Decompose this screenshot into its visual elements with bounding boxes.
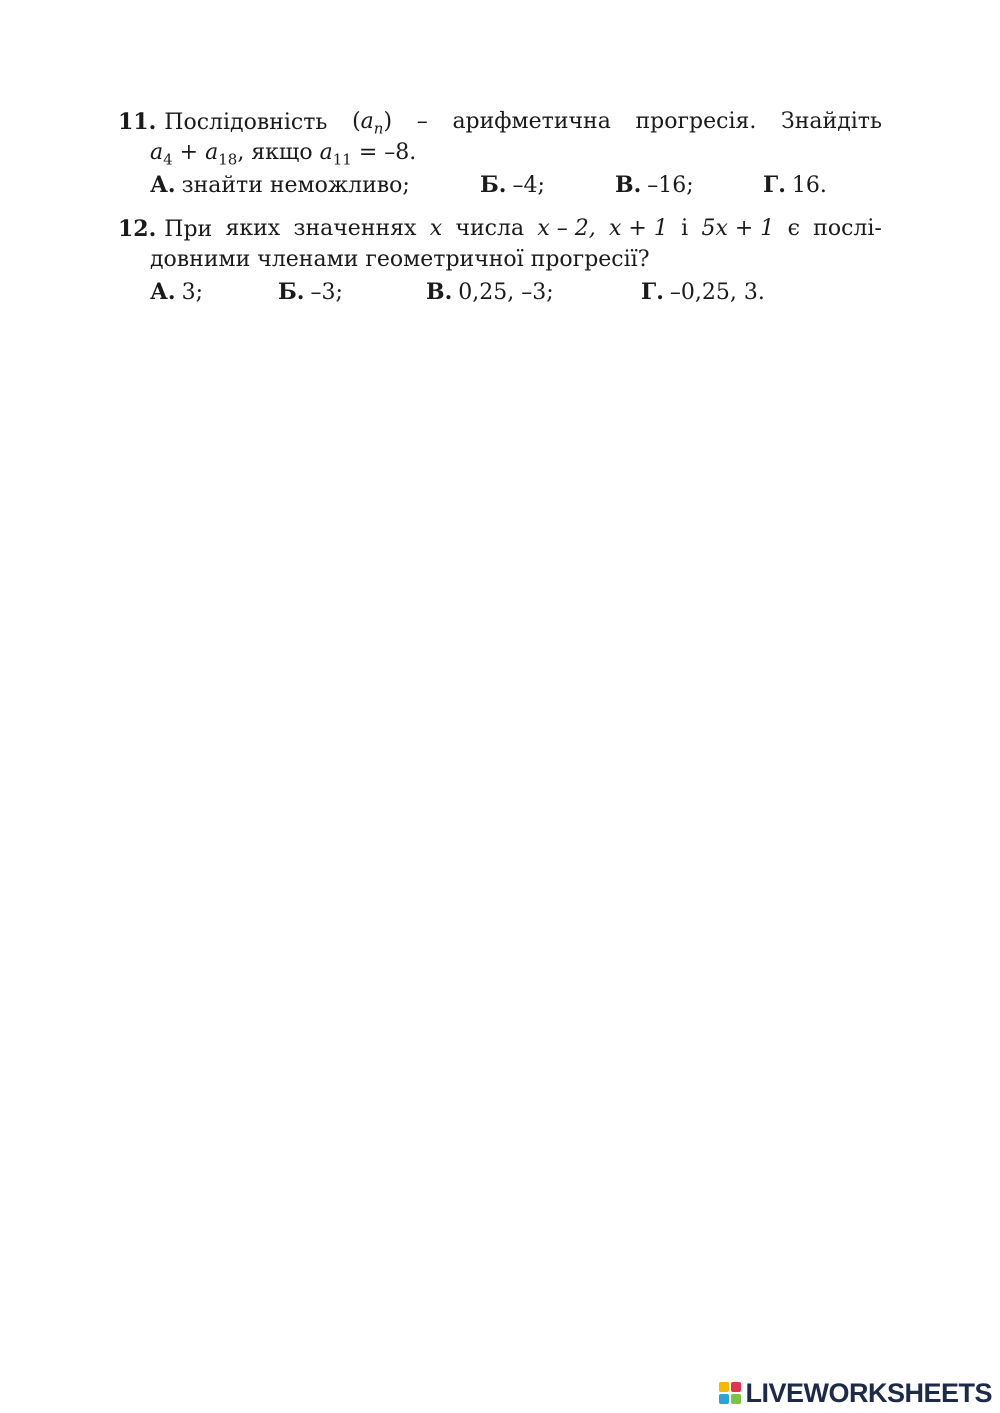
option-letter: А.	[150, 279, 176, 305]
math-var: a	[205, 140, 219, 165]
liveworksheets-logo-icon	[719, 1382, 741, 1404]
option-a	[150, 170, 480, 201]
word: При	[164, 217, 213, 242]
question-11-options	[118, 170, 882, 201]
option-letter: В.	[426, 279, 453, 305]
logo-square	[719, 1382, 729, 1392]
math-sub: 18	[218, 150, 238, 169]
word: є	[787, 216, 800, 241]
option-letter: Г.	[763, 172, 786, 198]
word: арифметична	[452, 109, 611, 134]
question-11	[118, 107, 882, 201]
option-text: –3;	[310, 280, 343, 305]
option-text: –4;	[512, 173, 545, 198]
option-d	[641, 277, 765, 308]
liveworksheets-brand[interactable]	[719, 1379, 992, 1407]
logo-square	[731, 1394, 741, 1404]
math-expr: x + 1	[609, 216, 668, 241]
math-expr: x – 2,	[537, 216, 596, 241]
word: прогресія.	[635, 109, 757, 134]
option-text: 3;	[181, 280, 203, 305]
brand-name: LIVEWORKSHEETS	[745, 1377, 992, 1408]
math-var: a	[150, 140, 164, 165]
question-11-line-2	[118, 138, 882, 168]
question-12-number-and-word	[118, 214, 212, 245]
math-sub: 4	[163, 150, 173, 169]
option-c	[426, 277, 641, 308]
logo-square	[731, 1382, 741, 1392]
sequence-notation: $(a_n)$	[352, 109, 393, 138]
option-text: 0,25, –3;	[458, 280, 554, 305]
word: послі-	[813, 216, 882, 241]
option-text: 16.	[791, 173, 827, 198]
word: числа	[455, 216, 525, 241]
option-b	[480, 170, 615, 201]
option-text: знайти неможливо;	[181, 173, 410, 198]
math-expr: 5x + 1	[701, 216, 775, 241]
math-var: a	[319, 140, 333, 165]
option-letter: Г.	[641, 279, 664, 305]
question-number: 12.	[118, 216, 157, 242]
word: Послідовність	[164, 110, 328, 135]
word: і	[681, 216, 689, 241]
question-11-number-and-word	[118, 107, 327, 138]
option-text: –0,25, 3.	[669, 280, 765, 305]
question-12-line-2: довними членами геометричної прогресії?	[150, 247, 650, 272]
option-letter: Б.	[278, 279, 305, 305]
math-sub: 11	[332, 150, 352, 169]
option-letter: А.	[150, 172, 176, 198]
option-d	[763, 170, 827, 201]
word: Знайдіть	[781, 109, 882, 134]
option-a	[150, 277, 278, 308]
math-op: +	[172, 140, 206, 165]
question-12-line-1	[118, 214, 882, 245]
option-letter: В.	[615, 172, 642, 198]
math-var: x	[429, 216, 443, 241]
logo-square	[719, 1394, 729, 1404]
option-b	[278, 277, 426, 308]
question-12	[118, 214, 882, 308]
option-letter: Б.	[480, 172, 507, 198]
option-text: –16;	[647, 173, 694, 198]
word: значеннях	[293, 216, 417, 241]
question-12-options	[118, 277, 882, 308]
text: = –8.	[351, 140, 417, 165]
word: яких	[225, 216, 281, 241]
word: –	[416, 109, 428, 134]
text: , якщо	[237, 140, 320, 165]
question-11-line-1	[118, 107, 882, 138]
question-number: 11.	[118, 109, 157, 135]
option-c	[615, 170, 763, 201]
